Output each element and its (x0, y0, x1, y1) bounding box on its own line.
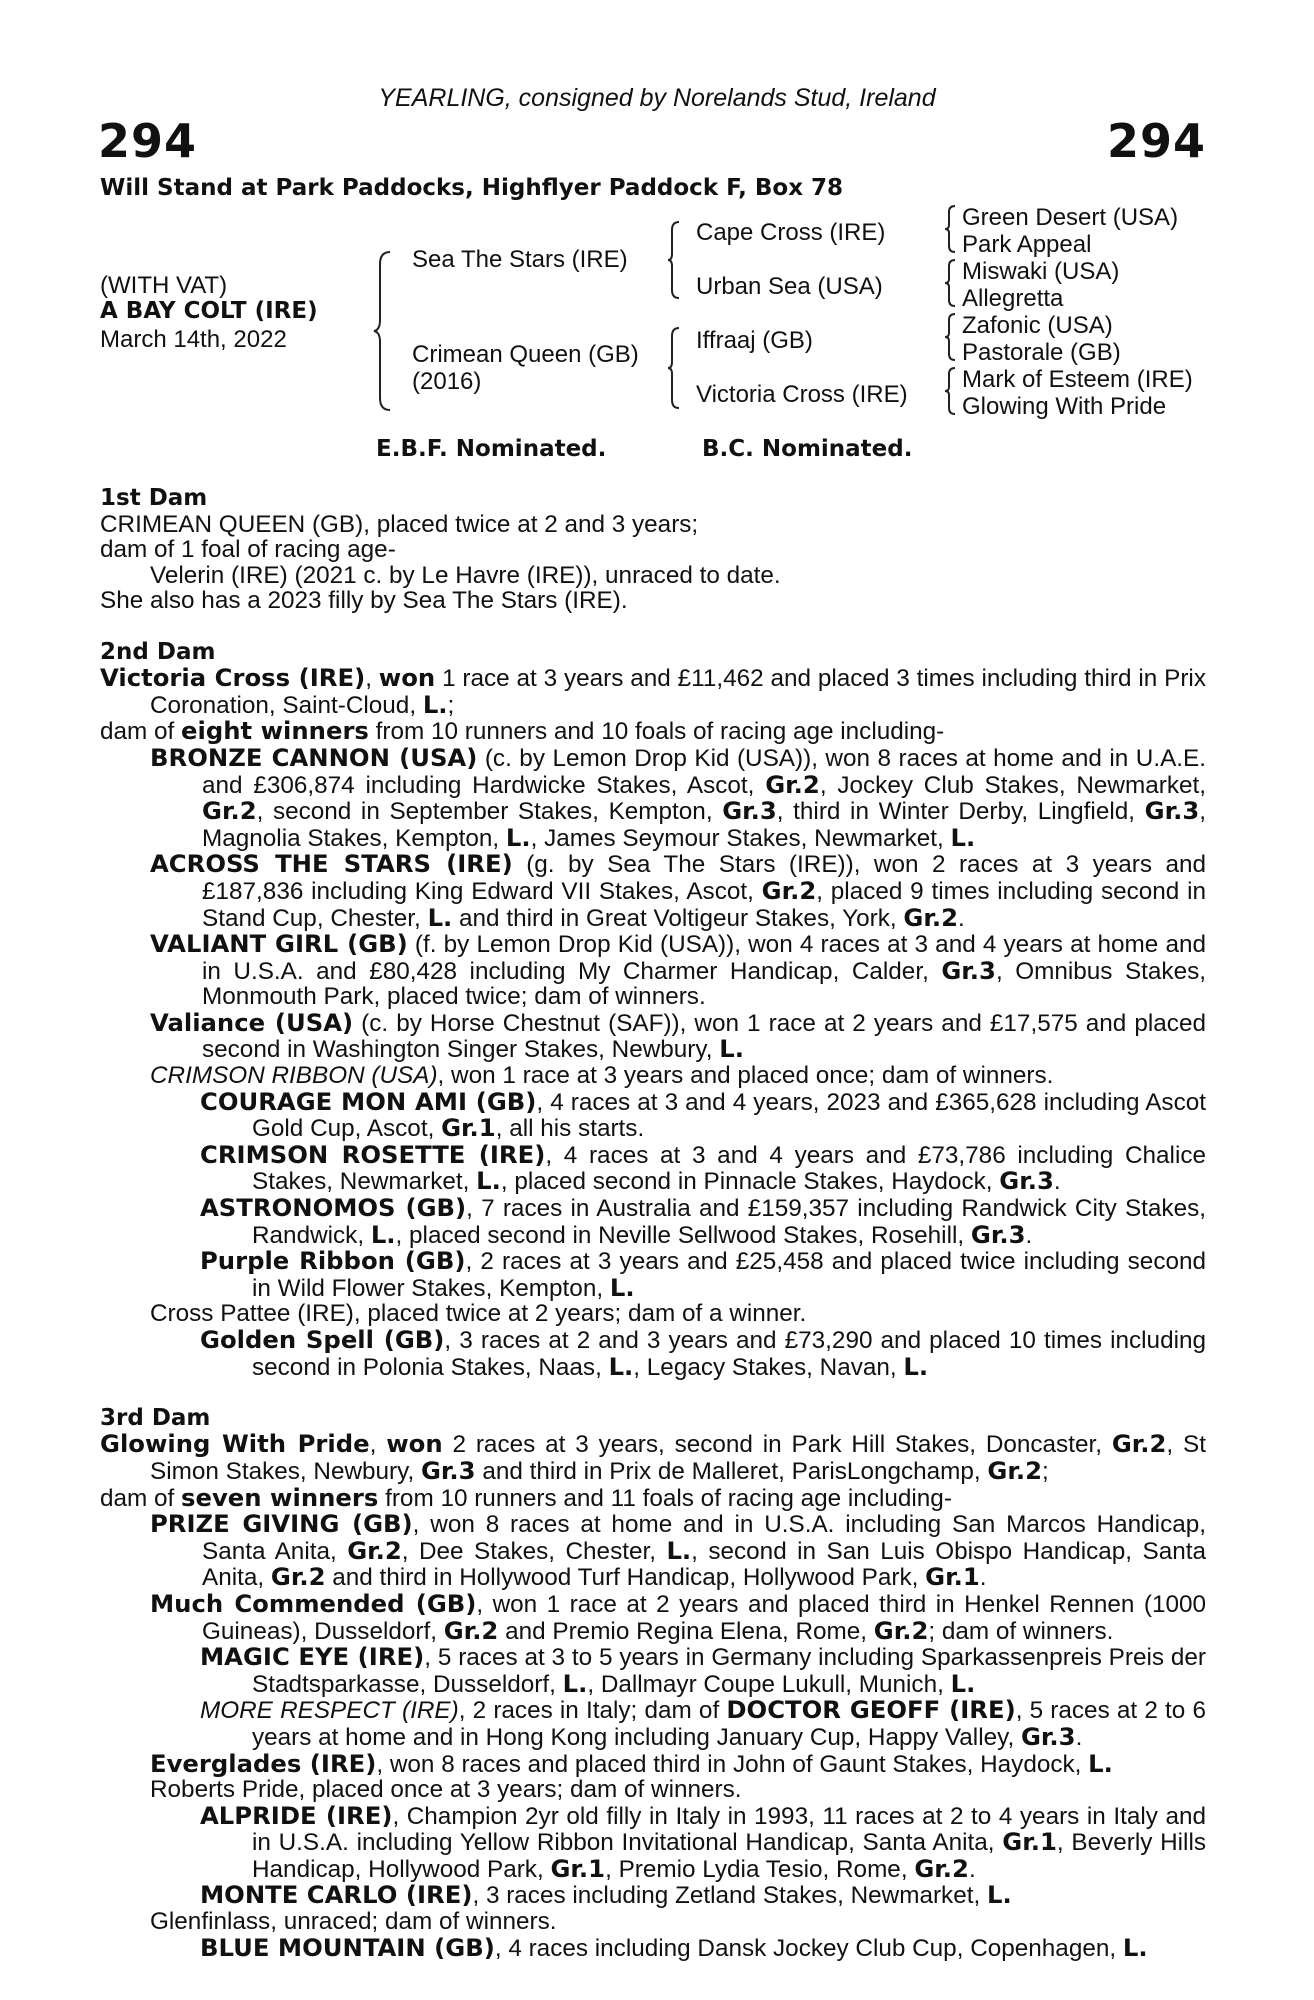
grandsire-4: Mark of Esteem (IRE) (962, 366, 1193, 393)
sire: Sea The Stars (IRE) (412, 246, 628, 273)
second-dam-record: Victoria Cross (IRE), won 1 race at 3 years and £11,462 and placed 3 times including third in Prix Coronation, Saint-Cloud, L.; (100, 663, 1206, 719)
second-dam-produce-summary: dam of eight winners from 10 runners and 10 foals of racing age including- (100, 716, 945, 746)
pedigree-brace-g4 (944, 366, 958, 416)
grandproduce-courage-mon-ami: COURAGE MON AMI (GB), 4 races at 3 and 4 years, 2023 and £365,628 including Ascot Gold Cup, Ascot, Gr.1, all his starts. (200, 1086, 1206, 1143)
dam-sire: Iffraaj (GB) (696, 327, 813, 354)
first-dam-produce: Velerin (IRE) (2021 c. by Le Havre (IRE)), unraced to date. (150, 561, 781, 589)
produce-prize-giving: PRIZE GIVING (GB), won 8 races at home and in U.S.A. including San Marcos Handicap, Santa Anita, Gr.2, Dee Stakes, Chester, L., second in San Luis Obispo Handicap, Santa Anita, Gr.2 and third in Hollywood Turf Handicap, Hollywood Park, Gr.1. (150, 1509, 1207, 1592)
vat-note: (WITH VAT) (100, 272, 228, 299)
grandproduce-astronomos: ASTRONOMOS (GB), 7 races in Australia and £159,357 including Randwick City Stakes, Randwick, L., placed second in Neville Sellwood Stakes, Rosehill, Gr.3. (200, 1193, 1206, 1249)
stabling-location: Will Stand at Park Paddocks, Highflyer Paddock F, Box 78 (100, 175, 844, 201)
produce-crimson-ribbon: CRIMSON RIBBON (USA), won 1 race at 3 years and placed once; dam of winners. (150, 1062, 1054, 1090)
grandsire-1: Green Desert (USA) (962, 204, 1179, 231)
granddam-2: Allegretta (962, 285, 1064, 312)
horse-name: A BAY COLT (IRE) (100, 298, 318, 324)
third-dam-heading: 3rd Dam (100, 1404, 211, 1431)
granddam-4: Glowing With Pride (962, 393, 1167, 420)
grandsire-2: Miswaki (USA) (962, 258, 1120, 285)
third-dam-record: Glowing With Pride, won 2 races at 3 years, second in Park Hill Stakes, Doncaster, Gr.2, St Simon Stakes, Newbury, Gr.3 and third in Prix de Malleret, ParisLongchamp, Gr.2; (100, 1429, 1206, 1485)
dam-dam: Victoria Cross (IRE) (696, 381, 908, 408)
produce-cross-pattee: Cross Pattee (IRE), placed twice at 2 years; dam of a winner. (150, 1300, 807, 1328)
grandproduce-monte-carlo: MONTE CARLO (IRE), 3 races including Zetland Stakes, Newmarket, L. (200, 1880, 1012, 1910)
first-dam-line: CRIMEAN QUEEN (GB), placed twice at 2 and 3 years; (100, 510, 699, 538)
produce-everglades: Everglades (IRE), won 8 races and placed third in John of Gaunt Stakes, Haydock, L. (150, 1748, 1113, 1778)
lot-number-left: 294 (98, 114, 198, 168)
granddam-3: Pastorale (GB) (962, 339, 1121, 366)
pedigree-brace-g1 (944, 204, 958, 254)
first-dam-note: She also has a 2023 filly by Sea The Stars (IRE). (100, 587, 628, 615)
produce-valiance: Valiance (USA) (c. by Horse Chestnut (SAF)), won 1 race at 2 years and £17,575 and placed second in Washington Singer Stakes, Newbury, L. (150, 1007, 1206, 1064)
produce-glenfinlass: Glenfinlass, unraced; dam of winners. (150, 1908, 557, 1936)
first-dam-foals: dam of 1 foal of racing age- (100, 536, 396, 564)
grandproduce-more-respect: MORE RESPECT (IRE), 2 races in Italy; dam of DOCTOR GEOFF (IRE), 5 races at 2 to 6 years at home and in Hong Kong including January Cup, Happy Valley, Gr.3. (200, 1695, 1206, 1751)
granddam-1: Park Appeal (962, 231, 1092, 258)
pedigree-brace-g2 (944, 258, 958, 308)
first-dam-heading: 1st Dam (100, 485, 208, 511)
third-dam-produce-summary: dam of seven winners from 10 runners and 11 foals of racing age including- (100, 1482, 952, 1512)
pedigree-brace-dam (666, 326, 682, 410)
grandsire-3: Zafonic (USA) (962, 312, 1113, 339)
grandproduce-golden-spell: Golden Spell (GB), 3 races at 2 and 3 years and £73,290 and placed 10 times including second in Polonia Stakes, Naas, L., Legacy Stakes, Navan, L. (200, 1325, 1207, 1381)
bc-nomination: B.C. Nominated. (702, 436, 913, 462)
grandproduce-blue-mountain: BLUE MOUNTAIN (GB), 4 races including Dansk Jockey Club Cup, Copenhagen, L. (200, 1932, 1148, 1962)
catalogue-header: YEARLING, consigned by Norelands Stud, Ireland (378, 84, 936, 112)
ebf-nomination: E.B.F. Nominated. (376, 436, 607, 462)
sire-dam: Urban Sea (USA) (696, 273, 883, 300)
pedigree-brace-sire (666, 220, 682, 300)
grandproduce-alpride: ALPRIDE (IRE), Champion 2yr old filly in Italy in 1993, 11 races at 2 to 4 years in Italy and in U.S.A. including Yellow Ribbon Invitational Handicap, Santa Anita, Gr.1, Beverly Hills Handicap, Hollywood Park, Gr.1, Premio Lydia Tesio, Rome, Gr.2. (200, 1800, 1206, 1883)
produce-much-commended: Much Commended (GB), won 1 race at 2 years and placed third in Henkel Rennen (1000 Guineas), Dusseldorf, Gr.2 and Premio Regina Elena, Rome, Gr.2; dam of winners. (150, 1588, 1206, 1645)
sire-sire: Cape Cross (IRE) (696, 219, 886, 246)
lot-number-right: 294 (1106, 114, 1206, 168)
produce-roberts-pride: Roberts Pride, placed once at 3 years; dam of winners. (150, 1776, 742, 1804)
dam-year: (2016) (412, 368, 482, 395)
pedigree-brace-main (372, 250, 394, 412)
foaling-date: March 14th, 2022 (100, 326, 287, 353)
produce-across-the-stars: ACROSS THE STARS (IRE) (g. by Sea The Stars (IRE)), won 2 races at 3 years and £187,836 including King Edward VII Stakes, Ascot, Gr.2, placed 9 times including second in Stand Cup, Chester, L. and third in Great Voltigeur Stakes, York, Gr.2. (150, 849, 1207, 932)
family-details (100, 486, 1206, 1961)
grandproduce-crimson-rosette: CRIMSON ROSETTE (IRE), 4 races at 3 and 4 years and £73,786 including Chalice Stakes, Newmarket, L., placed second in Pinnacle Stakes, Haydock, Gr.3. (200, 1139, 1206, 1196)
produce-valiant-girl: VALIANT GIRL (GB) (f. by Lemon Drop Kid (USA)), won 4 races at 3 and 4 years at home and in U.S.A. and £80,428 including My Charmer Handicap, Calder, Gr.3, Omnibus Stakes, Monmouth Park, placed twice; dam of winners. (150, 929, 1206, 1011)
grandproduce-purple-ribbon: Purple Ribbon (GB), 2 races at 3 years and £25,458 and placed twice including second in Wild Flower Stakes, Kempton, L. (200, 1246, 1207, 1302)
dam: Crimean Queen (GB) (412, 341, 639, 368)
pedigree-brace-g3 (944, 312, 958, 362)
grandproduce-magic-eye: MAGIC EYE (IRE), 5 races at 3 to 5 years in Germany including Sparkassenpreis Preis der Stadtsparkasse, Dusseldorf, L., Dallmayr Coupe Lukull, Munich, L. (200, 1642, 1207, 1698)
second-dam-heading: 2nd Dam (100, 638, 216, 665)
produce-bronze-cannon: BRONZE CANNON (USA) (c. by Lemon Drop Kid (USA)), won 8 races at home and in U.A.E. and £306,874 including Hardwicke Stakes, Ascot, Gr.2, Jockey Club Stakes, Newmarket, Gr.2, second in September Stakes, Kempton, Gr.3, third in Winter Derby, Lingfield, Gr.3, Magnolia Stakes, Kempton, L., James Seymour Stakes, Newmarket, L. (150, 742, 1206, 852)
